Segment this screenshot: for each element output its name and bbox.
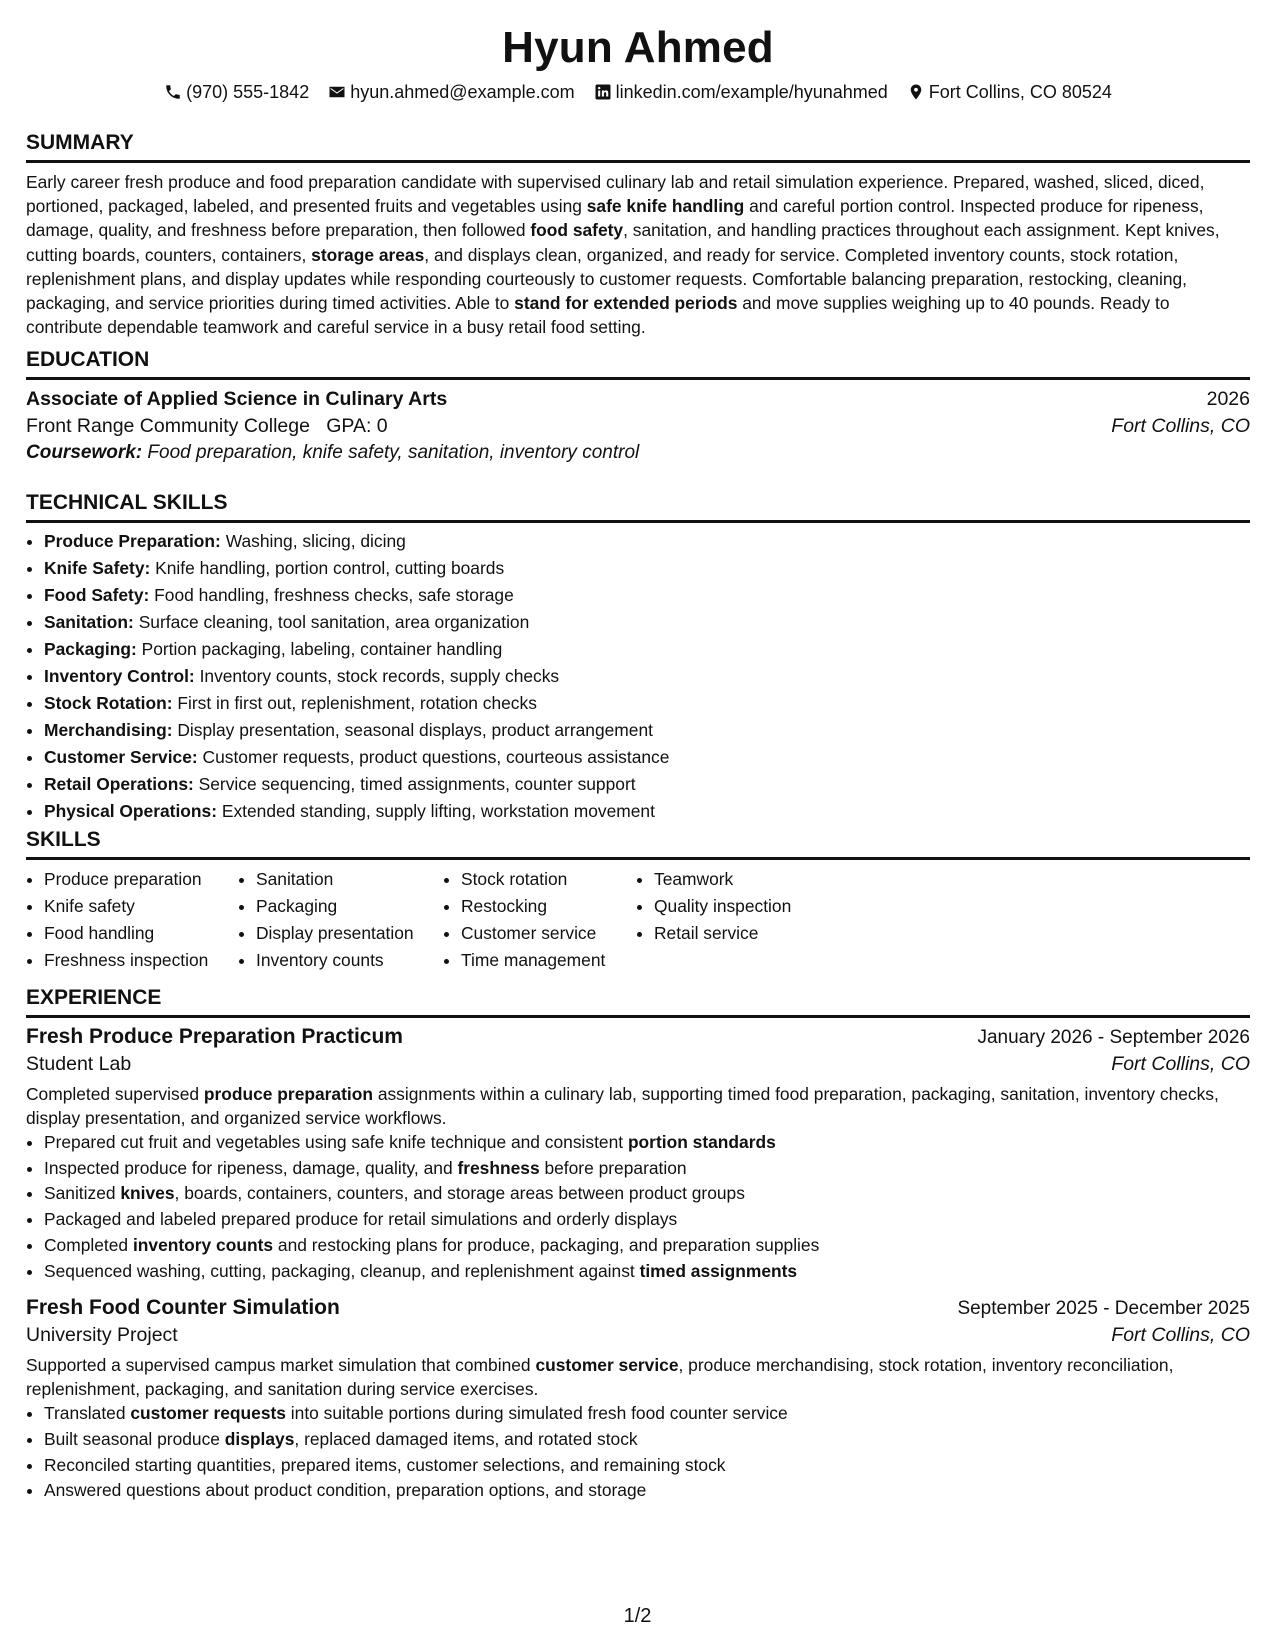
contact-location	[907, 79, 1112, 105]
job-bullet	[44, 1401, 1250, 1427]
text-segment: Translated	[44, 1403, 131, 1424]
skill-category: Customer Service:	[44, 747, 198, 767]
phone-icon	[164, 83, 182, 101]
text-segment: into suitable portions during simulated fresh food counter service	[285, 1403, 788, 1424]
job-header	[26, 1025, 1250, 1049]
job-organization: Student Lab	[26, 1053, 132, 1075]
skills-column	[443, 866, 636, 974]
skill-item: • Stock rotation	[461, 866, 636, 893]
skill-category: Packaging:	[44, 639, 137, 659]
section-title-skills: SKILLS	[26, 828, 101, 851]
skill-item: • Packaging	[256, 893, 443, 920]
section-title-education: EDUCATION	[26, 348, 150, 371]
job-title: Fresh Produce Preparation Practicum	[26, 1025, 403, 1048]
text-segment: assignments within a culinary lab, supporting timed food preparation, packaging, sanitation, inventory checks, display presentation, and organized service workflows.	[26, 1084, 1219, 1128]
skill-details: Washing, slicing, dicing	[225, 531, 406, 551]
job-bullet	[44, 1156, 1250, 1182]
text-segment: before preparation	[539, 1157, 687, 1178]
text-segment: , sanitation, and handling practices throughout each assignment. Kept knives, cutting boards, counters, containers,	[26, 220, 1220, 265]
emphasis-text: knives	[120, 1183, 175, 1204]
job-entry	[26, 1296, 1250, 1504]
emphasis-text: food safety	[530, 220, 624, 241]
skill-item: • Inventory counts	[256, 947, 443, 974]
technical-skill-item	[44, 582, 1250, 609]
location-text: Fort Collins, CO 80524	[928, 82, 1112, 102]
job-description	[26, 1353, 1250, 1401]
skill-category: Merchandising:	[44, 720, 173, 740]
skill-details: Customer requests, product questions, courteous assistance	[202, 747, 670, 767]
emphasis-text: safe knife handling	[586, 196, 745, 217]
technical-skill-item	[44, 798, 1250, 825]
text-segment: Reconciled starting quantities, prepared items, customer selections, and remaining stock	[44, 1454, 726, 1475]
school-location: Fort Collins, CO	[1111, 415, 1250, 437]
text-segment: , produce merchandising, stock rotation, inventory reconciliation, replenishment, packaging, and sanitation during service exercises.	[26, 1355, 1174, 1400]
emphasis-text: inventory counts	[132, 1234, 274, 1255]
skills-section	[26, 827, 1250, 974]
linkedin-text: linkedin.com/example/hyunahmed	[615, 82, 888, 102]
emphasis-text: timed assignments	[639, 1260, 798, 1281]
technical-skill-item	[44, 744, 1250, 771]
emphasis-text: portion standards	[627, 1132, 776, 1152]
skill-item: • Quality inspection	[654, 893, 836, 920]
technical-skill-item	[44, 555, 1250, 582]
skill-item: • Freshness inspection	[44, 947, 238, 974]
skill-category: Produce Preparation:	[44, 531, 221, 551]
skill-details: Extended standing, supply lifting, workstation movement	[221, 801, 655, 821]
contact-phone[interactable]	[164, 79, 309, 105]
degree-title: Associate of Applied Science in Culinary Arts	[26, 388, 448, 410]
section-title-technical-skills: TECHNICAL SKILLS	[26, 491, 228, 514]
section-divider	[26, 520, 1250, 523]
text-segment: and restocking plans for produce, packaging, and preparation supplies	[273, 1234, 820, 1255]
education-row-2	[26, 415, 1250, 438]
emphasis-text: stand for extended periods	[514, 293, 738, 314]
linkedin-icon	[594, 83, 612, 101]
skill-item: • Restocking	[461, 893, 636, 920]
skill-item: • Retail service	[654, 920, 836, 947]
technical-skills-list	[26, 528, 1250, 825]
job-location: Fort Collins, CO	[1111, 1324, 1250, 1347]
skill-category: Knife Safety:	[44, 558, 151, 578]
job-description	[26, 1082, 1250, 1130]
skill-item: • Display presentation	[256, 920, 443, 947]
skill-item: • Time management	[461, 947, 636, 974]
section-title-experience: EXPERIENCE	[26, 986, 162, 1009]
job-bullet	[44, 1130, 1250, 1156]
experience-jobs	[26, 1025, 1250, 1504]
text-segment: Completed	[44, 1234, 133, 1255]
technical-skill-item	[44, 663, 1250, 690]
skill-item: • Knife safety	[44, 893, 238, 920]
skill-category: Stock Rotation:	[44, 693, 173, 713]
text-segment: Answered questions about product condition, preparation options, and storage	[44, 1480, 647, 1501]
job-bullets	[26, 1130, 1250, 1284]
job-bullet	[44, 1233, 1250, 1259]
job-organization: University Project	[26, 1324, 178, 1347]
emphasis-text: storage areas	[311, 244, 425, 265]
section-divider	[26, 160, 1250, 163]
map-pin-icon	[907, 83, 925, 101]
job-dates: January 2026 - September 2026	[977, 1027, 1250, 1048]
skill-item: • Sanitation	[256, 866, 443, 893]
skill-category: Inventory Control:	[44, 666, 195, 686]
skill-category: Physical Operations:	[44, 801, 217, 821]
job-entry	[26, 1025, 1250, 1284]
skill-details: Portion packaging, labeling, container handling	[141, 639, 503, 659]
text-segment: , boards, containers, counters, and storage areas between product groups	[174, 1183, 745, 1204]
skill-category: Retail Operations:	[44, 774, 194, 794]
text-segment: , and displays clean, organized, and ready for service. Completed inventory counts, stock rotation, replenishment plans, and display updates while responding courteously to customer requests. Comfortable balancing preparation, restocking, cleaning, packaging, and service priorities during timed activities. Able to	[26, 244, 1188, 314]
technical-skill-item	[44, 609, 1250, 636]
technical-skill-item	[44, 528, 1250, 555]
skill-category: Sanitation:	[44, 612, 134, 632]
section-divider	[26, 377, 1250, 380]
job-bullet	[44, 1207, 1250, 1233]
education-row-1	[26, 388, 1250, 411]
section-title-summary: SUMMARY	[26, 131, 134, 154]
technical-skill-item	[44, 690, 1250, 717]
skills-column	[238, 866, 443, 974]
job-dates: September 2025 - December 2025	[957, 1298, 1250, 1320]
skill-details: Knife handling, portion control, cutting boards	[155, 558, 505, 578]
school-name: Front Range Community College	[26, 415, 310, 437]
text-segment: Supported a supervised campus market simulation that combined	[26, 1355, 536, 1376]
skills-columns	[26, 866, 1250, 974]
text-segment: and move supplies weighing up to 40 pounds. Ready to contribute dependable teamwork and careful service in a busy retail food setting.	[26, 293, 1170, 338]
skill-item: • Customer service	[461, 920, 636, 947]
technical-skill-item	[44, 717, 1250, 744]
phone-text: (970) 555-1842	[186, 82, 310, 102]
emphasis-text: produce preparation	[203, 1084, 373, 1104]
contact-email[interactable]	[328, 79, 574, 105]
text-segment: Sequenced washing, cutting, packaging, cleanup, and replenishment against	[44, 1260, 640, 1281]
skill-details: Service sequencing, timed assignments, counter support	[198, 774, 636, 794]
job-bullet	[44, 1453, 1250, 1479]
text-segment: Packaged and labeled prepared produce for retail simulations and orderly displays	[44, 1209, 678, 1230]
page-number: 1/2	[623, 1605, 652, 1627]
summary-text	[26, 170, 1250, 339]
gpa: GPA: 0	[326, 415, 388, 437]
section-divider	[26, 857, 1250, 860]
skill-category: Food Safety:	[44, 585, 150, 605]
skill-item: • Teamwork	[654, 866, 836, 893]
job-bullet	[44, 1259, 1250, 1285]
technical-skills-section	[26, 490, 1250, 825]
text-segment: Prepared cut fruit and vegetables using safe knife technique and consistent	[44, 1132, 628, 1152]
skill-details: Food handling, freshness checks, safe storage	[154, 585, 514, 605]
experience-section	[26, 985, 1250, 1504]
skill-item: • Food handling	[44, 920, 238, 947]
skill-details: Inventory counts, stock records, supply checks	[199, 666, 560, 686]
skill-item: • Produce preparation	[44, 866, 238, 893]
skill-details: First in first out, replenishment, rotation checks	[177, 693, 537, 713]
envelope-icon	[328, 83, 346, 101]
skills-column	[636, 866, 836, 974]
coursework-text: Food preparation, knife safety, sanitation, inventory control	[147, 442, 640, 463]
job-location: Fort Collins, CO	[1111, 1053, 1250, 1075]
skill-details: Surface cleaning, tool sanitation, area organization	[138, 612, 530, 632]
job-subheader	[26, 1053, 1250, 1076]
contact-line	[26, 79, 1250, 108]
emphasis-text: customer requests	[130, 1403, 286, 1424]
emphasis-text: customer service	[535, 1355, 679, 1376]
emphasis-text: freshness	[457, 1157, 540, 1178]
job-bullet	[44, 1478, 1250, 1504]
school-gpa	[26, 415, 388, 438]
coursework	[26, 442, 1250, 464]
job-title: Fresh Food Counter Simulation	[26, 1296, 340, 1320]
job-bullet	[44, 1427, 1250, 1453]
emphasis-text: displays	[224, 1428, 295, 1449]
job-header	[26, 1296, 1250, 1320]
candidate-name: Hyun Ahmed	[502, 23, 774, 72]
job-bullets	[26, 1401, 1250, 1504]
text-segment: Inspected produce for ripeness, damage, quality, and	[44, 1157, 458, 1178]
coursework-label: Coursework:	[26, 442, 143, 463]
job-subheader	[26, 1324, 1250, 1347]
summary-section	[26, 130, 1250, 339]
text-segment: and careful portion control. Inspected produce for ripeness, damage, quality, and freshness before preparation, then followed	[26, 196, 1204, 241]
text-segment: Early career fresh produce and food preparation candidate with supervised culinary lab and retail simulation experience. Prepared, washed, sliced, diced, portioned, packaged, labeled, and presented fruits and vegetables using	[26, 172, 1205, 217]
job-bullet	[44, 1181, 1250, 1207]
email-text: hyun.ahmed@example.com	[350, 82, 575, 102]
technical-skill-item	[44, 771, 1250, 798]
education-section	[26, 347, 1250, 464]
skills-column	[26, 866, 238, 974]
text-segment: Built seasonal produce	[44, 1428, 225, 1449]
technical-skill-item	[44, 636, 1250, 663]
section-divider	[26, 1015, 1250, 1018]
graduation-year: 2026	[1206, 388, 1250, 410]
text-segment: Sanitized	[44, 1183, 121, 1204]
text-segment: Completed supervised	[26, 1084, 204, 1104]
skill-details: Display presentation, seasonal displays, product arrangement	[177, 720, 653, 740]
text-segment: , replaced damaged items, and rotated stock	[294, 1428, 638, 1449]
contact-linkedin[interactable]	[594, 79, 888, 105]
